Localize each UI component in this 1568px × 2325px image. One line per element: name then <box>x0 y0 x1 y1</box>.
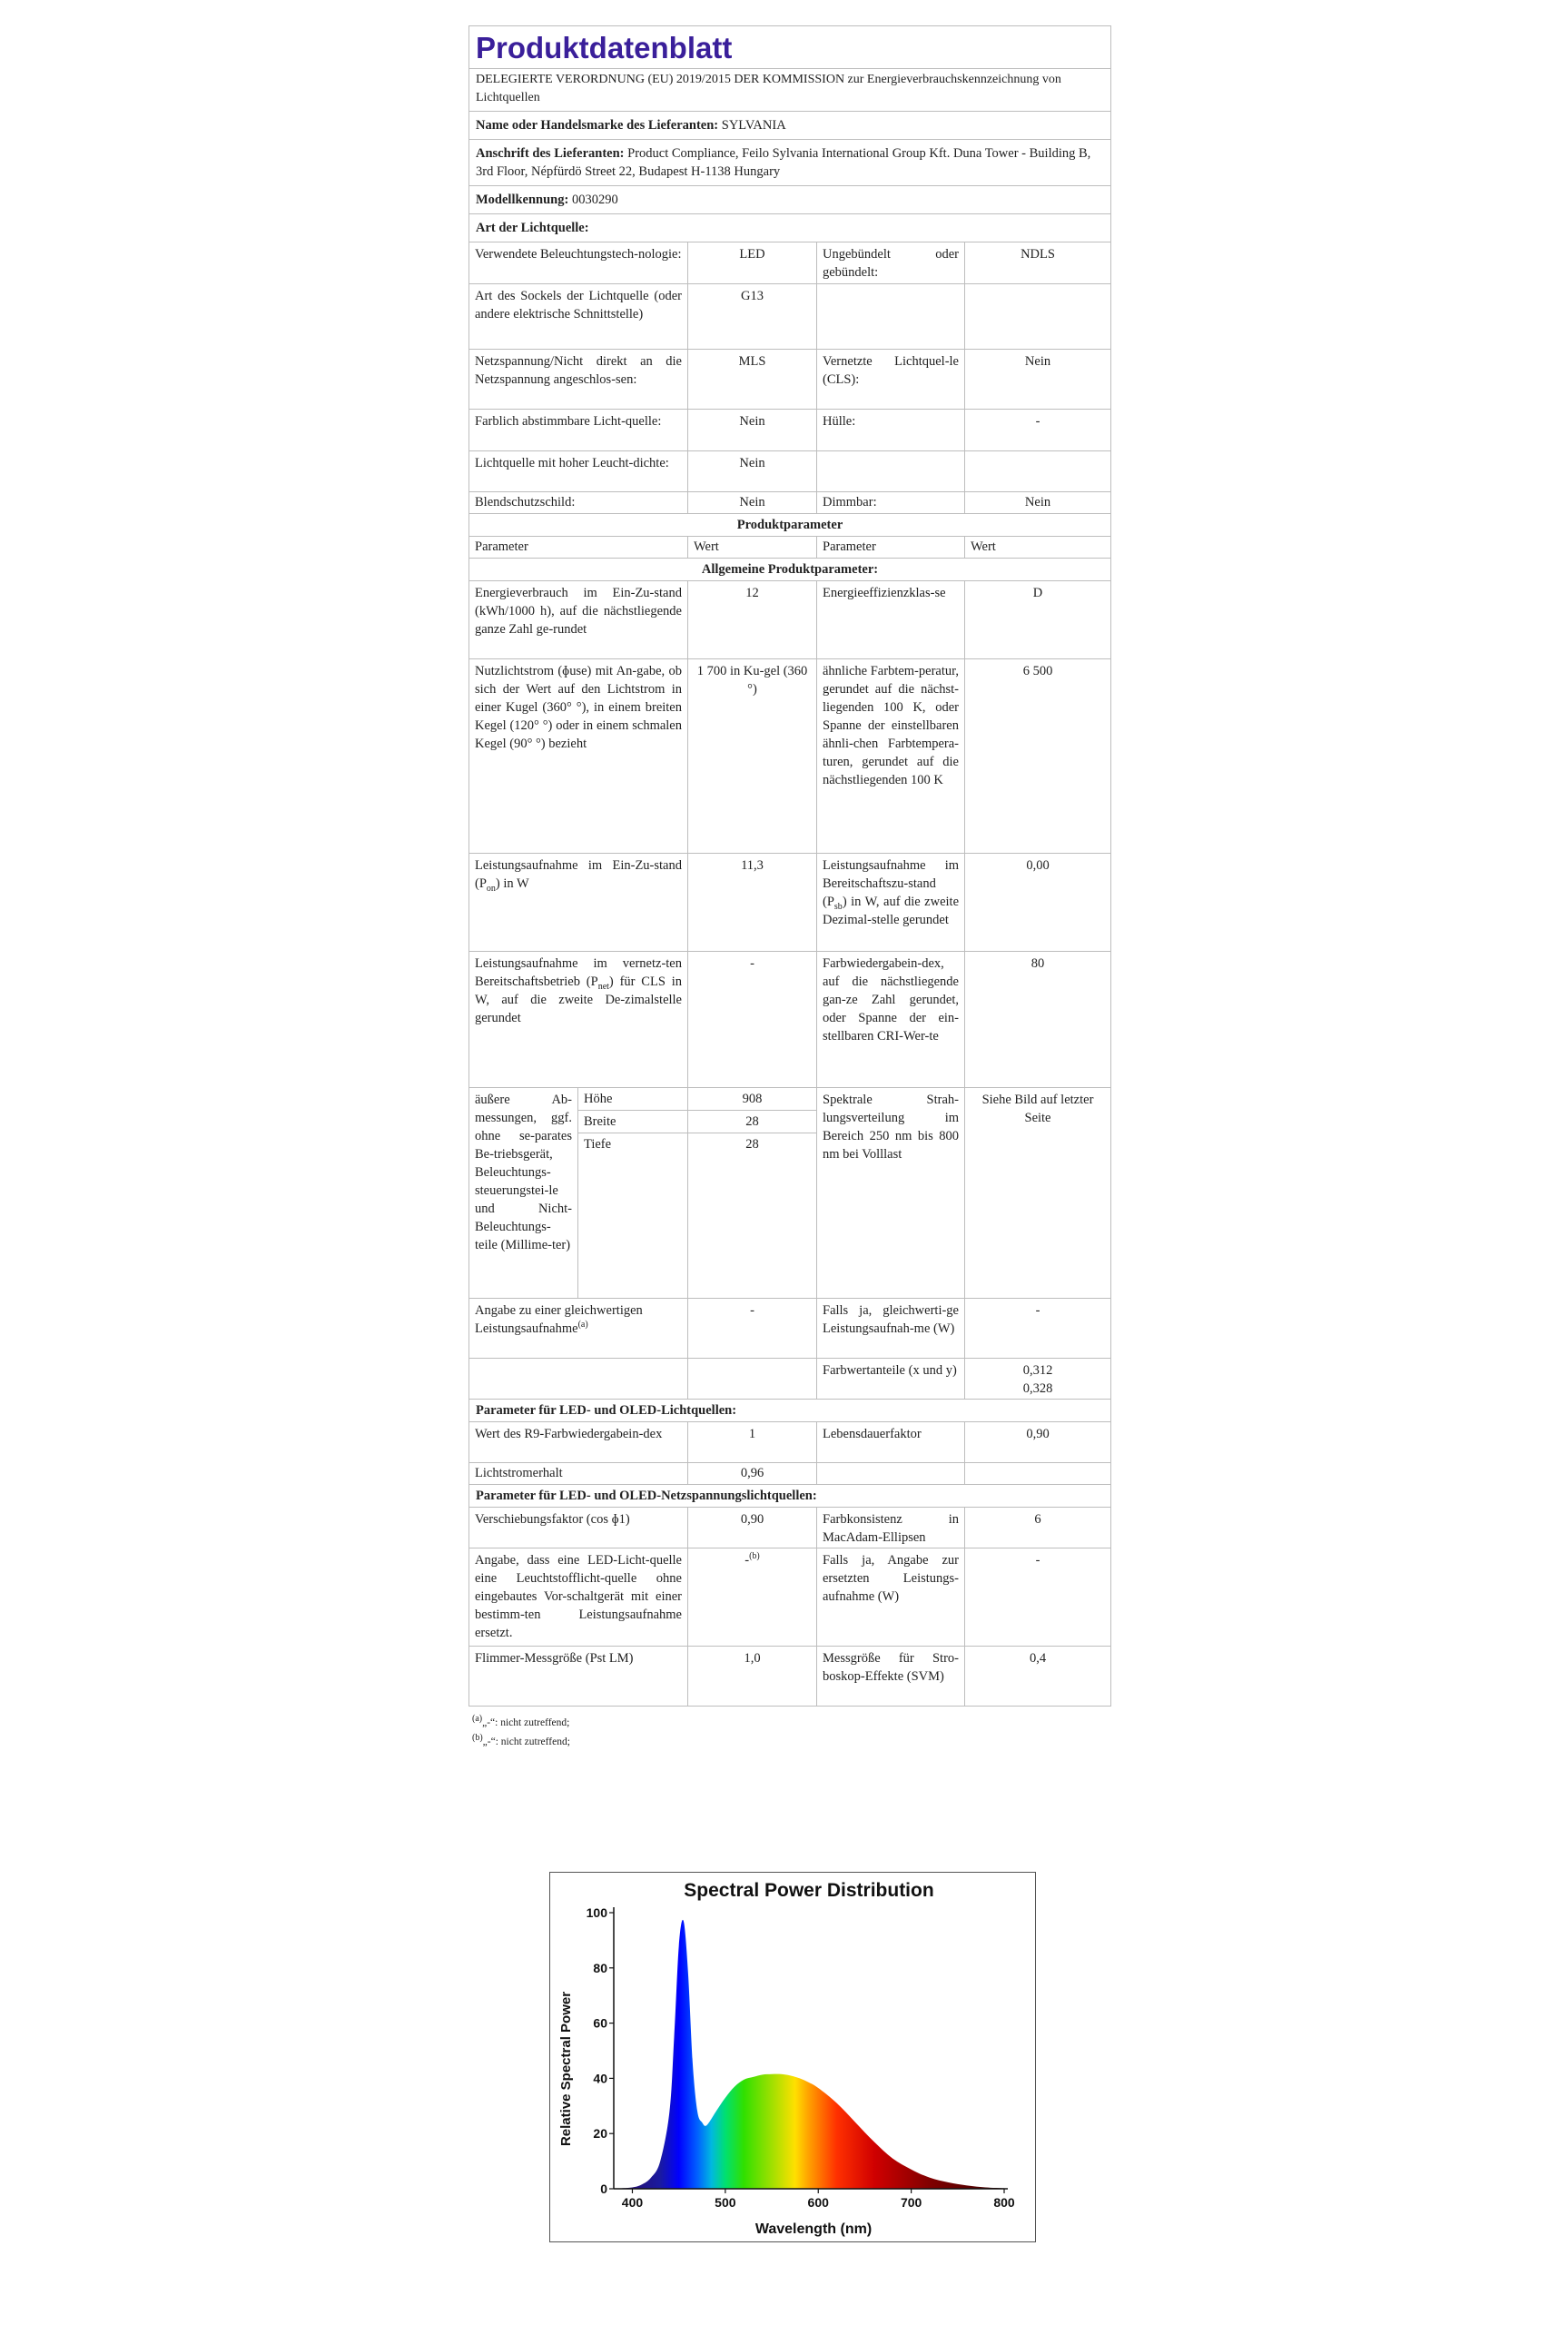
column-header: Wert <box>971 539 996 554</box>
table-row <box>469 1299 1110 1359</box>
dimension-name: Höhe <box>578 1088 687 1111</box>
param-cell: Nutzlichtstrom (ɸuse) mit An-gabe, ob sich der Wert auf den Lichtstrom in einer Kugel (360° °), in einem breiten Kegel (120° °) oder in einem schmalen Kegel (90° °) bezieht <box>469 659 688 853</box>
spectrum-area <box>614 1920 1004 2189</box>
spectral-chart-svg <box>550 1873 1037 2243</box>
led-params-heading: Parameter für LED- und OLED-Lichtquellen: <box>476 1403 737 1418</box>
subscript: sb <box>833 901 843 912</box>
value-cell: Nein <box>1024 354 1051 369</box>
product-params-heading: Produktparameter <box>736 518 843 532</box>
table-row <box>469 1647 1110 1707</box>
table-row <box>469 242 1110 284</box>
value-cell: 0,90 <box>1026 1427 1050 1441</box>
page-title: Produktdatenblatt <box>476 31 733 64</box>
footnote-mark: (b) <box>749 1551 760 1562</box>
value-cell: 1 <box>688 1422 817 1462</box>
footnote-mark: (a) <box>577 1320 588 1331</box>
value-cell: - <box>1035 1553 1040 1568</box>
param-cell: Farbwiedergabein-dex, auf die nächstliegende gan-ze Zahl gerundet, oder Spanne der ein-stellbaren CRI-Wer-te <box>817 952 965 1087</box>
table-row <box>469 854 1110 952</box>
param-cell: Hülle: <box>817 410 965 450</box>
value-cell: 6 500 <box>1022 664 1053 678</box>
value-cell: Siehe Bild auf letzter Seite <box>981 1093 1094 1125</box>
footnotes <box>472 1714 570 1752</box>
chromaticity-y: 0,328 <box>1022 1381 1053 1396</box>
model-value: 0030290 <box>571 193 618 207</box>
dimensions-row <box>469 1088 1110 1299</box>
value-cell: - <box>1035 414 1040 429</box>
y-tick-label: 0 <box>600 2182 607 2196</box>
footnote <box>472 1733 570 1752</box>
value-cell <box>688 1548 817 1646</box>
dimensions-block <box>469 1088 688 1298</box>
param-text: Leistungsaufnahme im vernetz-ten Bereitschaftsbetrieb (P <box>475 956 682 989</box>
param-text: ) in W <box>495 876 529 891</box>
value-cell: D <box>1032 586 1043 600</box>
dimension-value: 28 <box>745 1137 759 1152</box>
value-cell: 12 <box>688 581 817 658</box>
value-cell: 80 <box>1031 956 1045 971</box>
value-cell: 6 <box>1034 1512 1041 1527</box>
param-cell: Energieeffizienzklas-se <box>817 581 965 658</box>
value-cell <box>965 1359 1110 1399</box>
value-cell: Nein <box>688 492 817 513</box>
value-cell: NDLS <box>1021 247 1055 262</box>
y-tick-label: 40 <box>593 2071 607 2086</box>
table-row <box>469 1463 1110 1485</box>
dimensions-values <box>688 1088 817 1298</box>
general-params-heading: Allgemeine Produktparameter: <box>701 562 879 577</box>
param-cell <box>469 1359 688 1399</box>
value-cell: 11,3 <box>688 854 817 951</box>
param-text: Angabe zu einer gleichwertigen Leistungsaufnahme <box>475 1303 643 1336</box>
param-cell: Messgröße für Stro-boskop-Effekte (SVM) <box>817 1647 965 1706</box>
param-cell: Vernetzte Lichtquel-le (CLS): <box>817 350 965 409</box>
param-cell: Farbwertanteile (x und y) <box>817 1359 965 1399</box>
value-cell: G13 <box>688 284 817 349</box>
table-row <box>469 350 1110 410</box>
footnote-text: „-“: nicht zutreffend; <box>482 1717 570 1728</box>
param-cell: Lichtquelle mit hoher Leucht-dichte: <box>469 451 688 491</box>
table-row <box>469 410 1110 451</box>
y-axis-label: Relative Spectral Power <box>558 1991 574 2147</box>
address-label: Anschrift des Lieferanten: <box>476 146 625 161</box>
param-cell: Angabe, dass eine LED-Licht-quelle eine Leuchtstofflicht-quelle ohne eingebautes Vor-schaltgerät mit einer bestimm-ten Leistungsaufnahme ersetzt. <box>469 1548 688 1646</box>
param-cell <box>817 854 965 951</box>
param-cell: Farblich abstimmbare Licht-quelle: <box>469 410 688 450</box>
param-cell <box>817 284 965 349</box>
address-row <box>469 140 1110 185</box>
param-cell: Spektrale Strah-lungsverteilung im Bereich 250 nm bis 800 nm bei Volllast <box>817 1088 965 1298</box>
value-cell <box>965 284 1110 349</box>
address-value: Product Compliance, Feilo Sylvania International Group Kft. Duna Tower - Building B, 3rd Floor, Népfürdö Street 22, Budapest H-1138 Hungary <box>476 146 1091 179</box>
param-cell: Wert des R9-Farbwiedergabein-dex <box>469 1422 688 1462</box>
param-cell: Falls ja, Angabe zur ersetzten Leistungs-aufnahme (W) <box>817 1548 965 1646</box>
param-cell <box>817 1463 965 1484</box>
subscript: net <box>597 981 609 992</box>
x-tick-label: 700 <box>900 2195 922 2210</box>
light-type-heading: Art der Lichtquelle: <box>476 221 589 235</box>
y-tick-label: 20 <box>593 2126 607 2142</box>
dimensions-label: äußere Ab-messungen, ggf. ohne se-parates Be-triebsgerät, Beleuchtungs-steuerungstei-le und Nicht-Beleuchtungs-teile (Millime-ter) <box>469 1088 578 1298</box>
x-tick-label: 600 <box>807 2195 829 2210</box>
param-cell <box>817 451 965 491</box>
y-tick-label: 80 <box>593 1960 607 1975</box>
y-tick-label: 60 <box>593 2015 607 2031</box>
param-cell: Energieverbrauch im Ein-Zu-stand (kWh/1000 h), auf die nächstliegende ganze Zahl ge-rundet <box>469 581 688 658</box>
param-cell: Dimmbar: <box>817 492 965 513</box>
y-tick-label: 100 <box>586 1905 607 1920</box>
value-cell: MLS <box>688 350 817 409</box>
chart-title: Spectral Power Distribution <box>684 1880 934 1901</box>
table-row <box>469 659 1110 854</box>
param-cell: Falls ja, gleichwerti-ge Leistungsaufnah-me (W) <box>817 1299 965 1358</box>
table-row <box>469 952 1110 1088</box>
mains-params-heading: Parameter für LED- und OLED-Netzspannungslichtquellen: <box>476 1489 817 1503</box>
x-tick-label: 800 <box>993 2195 1015 2210</box>
value-cell: - <box>688 1299 817 1358</box>
param-cell: Verschiebungsfaktor (cos ɸ1) <box>469 1508 688 1548</box>
supplier-row <box>469 112 793 139</box>
model-row <box>469 186 625 213</box>
plot-area <box>587 1905 1015 2210</box>
table-row <box>469 451 1110 492</box>
value-cell <box>965 451 1110 491</box>
param-cell: Farbkonsistenz in MacAdam-Ellipsen <box>817 1508 965 1548</box>
param-cell: Flimmer-Messgröße (Pst LM) <box>469 1647 688 1706</box>
value-cell: Nein <box>1024 495 1051 510</box>
value-cell: LED <box>688 242 817 283</box>
footnote <box>472 1714 570 1733</box>
value-cell: 1 700 in Ku-gel (360 °) <box>688 659 817 853</box>
value-cell: 0,00 <box>1026 858 1050 873</box>
table-row <box>469 284 1110 350</box>
dimension-value: 908 <box>688 1088 816 1111</box>
param-text: ) in W, auf die zweite Dezimal-stelle gerundet <box>823 895 959 927</box>
table-row <box>469 1359 1110 1400</box>
param-text: Leistungsaufnahme im Ein-Zu-stand (P <box>475 858 682 891</box>
dimension-name: Breite <box>578 1111 687 1133</box>
value-cell: 0,96 <box>688 1463 817 1484</box>
value-cell: - <box>1035 1303 1040 1318</box>
column-header: Parameter <box>469 537 688 558</box>
value-cell: 0,4 <box>1029 1651 1047 1666</box>
param-cell <box>469 952 688 1087</box>
x-tick-label: 500 <box>715 2195 736 2210</box>
supplier-value: SYLVANIA <box>721 118 786 133</box>
footnote-mark: (a) <box>472 1714 483 1725</box>
param-text: ) für CLS in W, auf die zweite De-zimalstelle gerundet <box>475 975 683 1025</box>
param-cell: Lichtstromerhalt <box>469 1463 688 1484</box>
param-cell: Verwendete Beleuchtungstech-nologie: <box>469 242 688 283</box>
value-cell <box>965 1463 1110 1484</box>
param-cell: Netzspannung/Nicht direkt an die Netzspannung angeschlos-sen: <box>469 350 688 409</box>
x-tick-label: 400 <box>621 2195 644 2210</box>
value-text: - <box>745 1553 750 1568</box>
column-header: Parameter <box>817 537 965 558</box>
value-cell: 1,0 <box>688 1647 817 1706</box>
table-row <box>469 1508 1110 1548</box>
param-cell: Ungebündelt oder gebündelt: <box>817 242 965 283</box>
table-row <box>469 1422 1110 1463</box>
dimension-value: 28 <box>688 1111 816 1133</box>
table-row <box>469 1548 1110 1647</box>
model-label: Modellkennung: <box>476 193 569 207</box>
value-cell: Nein <box>688 451 817 491</box>
product-data-sheet <box>468 25 1111 1707</box>
table-row <box>469 581 1110 659</box>
column-header: Wert <box>688 537 817 558</box>
param-cell: Blendschutzschild: <box>469 492 688 513</box>
supplier-label: Name oder Handelsmarke des Lieferanten: <box>476 118 719 133</box>
x-axis-label: Wavelength (nm) <box>754 2221 873 2237</box>
footnote-mark: (b) <box>472 1733 483 1744</box>
value-cell <box>688 1359 817 1399</box>
value-cell: 0,90 <box>688 1508 817 1548</box>
param-cell: Lebensdauerfaktor <box>817 1422 965 1462</box>
param-cell <box>469 1299 688 1358</box>
param-cell <box>469 854 688 951</box>
spectral-chart <box>549 1872 1036 2242</box>
param-cell: Art des Sockels der Lichtquelle (oder andere elektrische Schnittstelle) <box>469 284 688 349</box>
column-headers <box>469 537 1110 559</box>
param-cell: ähnliche Farbtem-peratur, gerundet auf die nächst-liegenden 100 K, oder Spanne der einstellbaren ähnli-chen Farbtempera-turen, gerundet auf die nächstliegenden 100 K <box>817 659 965 853</box>
value-cell: - <box>688 952 817 1087</box>
param-text: Leistungsaufnahme im Bereitschaftszu-stand (P <box>823 858 959 909</box>
value-cell: Nein <box>688 410 817 450</box>
dimension-name: Tiefe <box>584 1137 612 1152</box>
dimensions-names <box>578 1088 687 1298</box>
regulation-text: DELEGIERTE VERORDNUNG (EU) 2019/2015 DER KOMMISSION zur Energieverbrauchskennzeichnung von Lichtquellen <box>476 73 1061 104</box>
chromaticity-x: 0,312 <box>1022 1363 1053 1378</box>
subscript: on <box>486 883 496 894</box>
table-row <box>469 492 1110 514</box>
footnote-text: „-“: nicht zutreffend; <box>482 1736 570 1747</box>
